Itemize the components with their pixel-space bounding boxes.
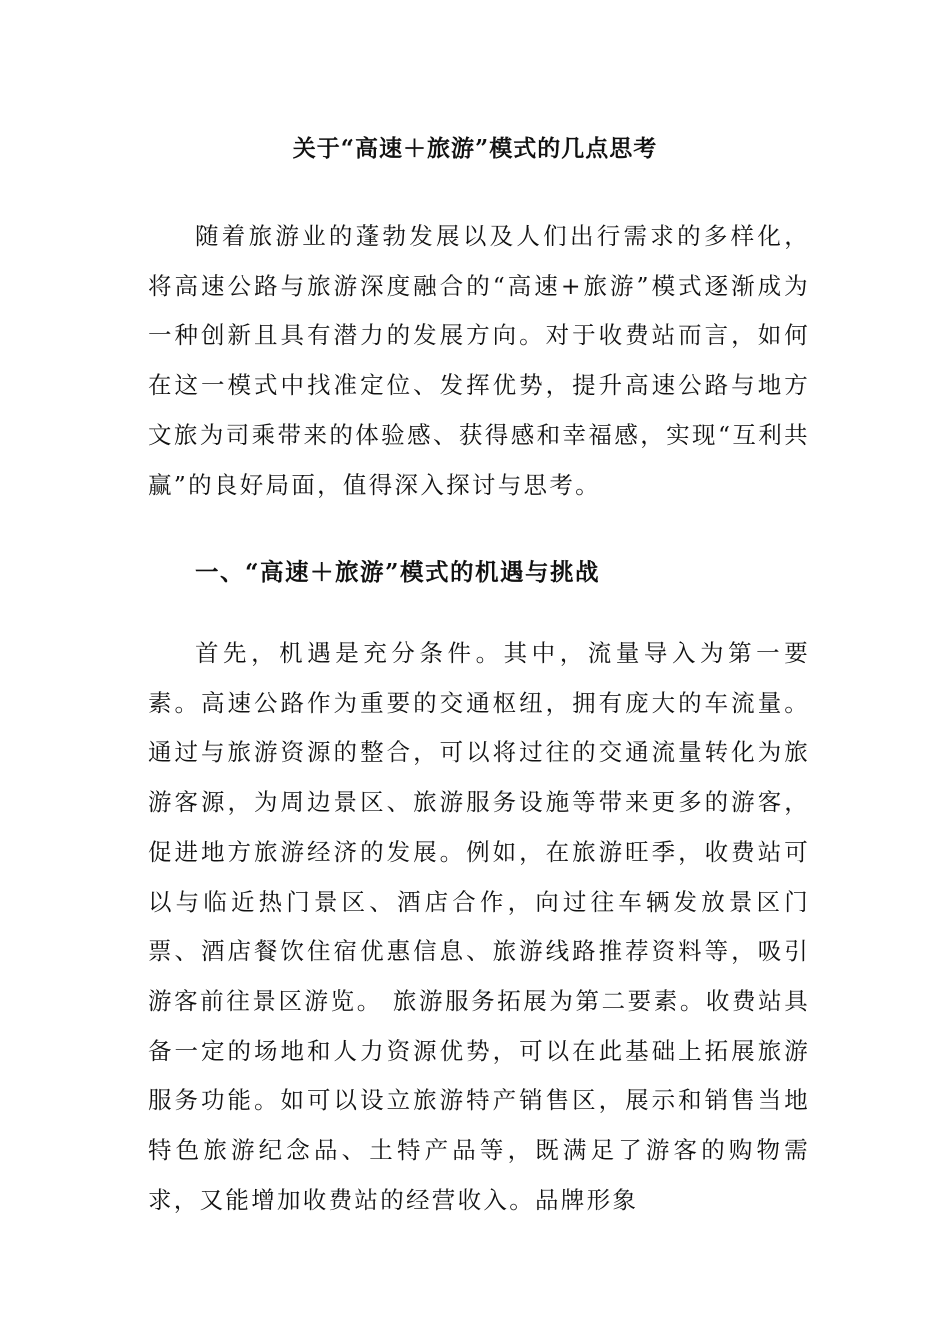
section-heading: 一、“高速＋旅游”模式的机遇与挑战: [195, 558, 601, 586]
intro-paragraph: 随着旅游业的蓬勃发展以及人们出行需求的多样化，将高速公路与旅游深度融合的“高速+旅游”模式逐渐成为一种创新且具有潜力的发展方向。对于收费站而言，如何在这一模式中找准定位、发挥优势，提升高速公路与地方文旅为司乘带来的体验感、获得感和幸福感，实现“互利共赢”的良好局面，值得深入探讨与思考。: [148, 222, 810, 499]
section-paragraph: 首先，机遇是充分条件。其中，流量导入为第一要素。高速公路作为重要的交通枢纽，拥有庞大的车流量。通过与旅游资源的整合，可以将过往的交通流量转化为旅游客源，为周边景区、旅游服务设施等带来更多的游客，促进地方旅游经济的发展。例如，在旅游旺季，收费站可以与临近热门景区、酒店合作，向过往车辆发放景区门票、酒店餐饮住宿优惠信息、旅游线路推荐资料等，吸引游客前往景区游览。 旅游服务拓展为第二要素。收费站具备一定的场地和人力资源优势，可以在此基础上拓展旅游服务功能。如可以设立旅游特产销售区，展示和销售当地特色旅游纪念品、土特产品等，既满足了游客的购物需求，又能增加收费站的经营收入。品牌形象: [148, 639, 810, 1214]
document-title: 关于“高速＋旅游”模式的几点思考: [292, 135, 658, 162]
